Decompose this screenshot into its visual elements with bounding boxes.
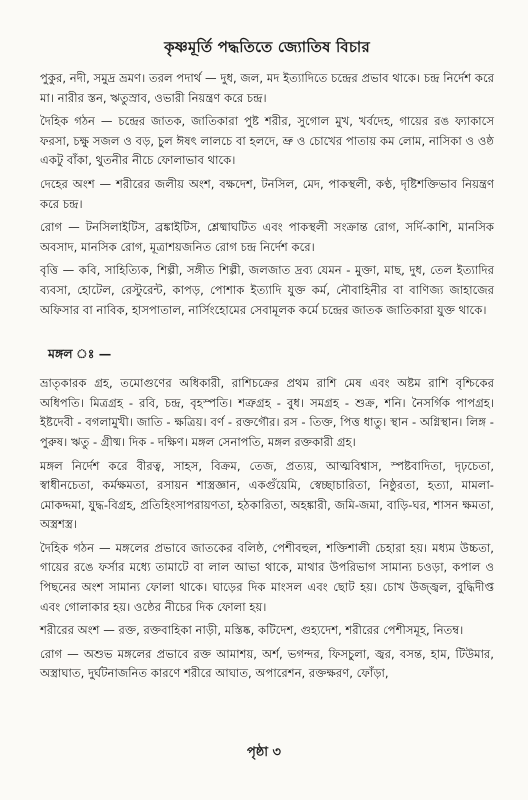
mars-heading: মঙ্গল ঃ — — [48, 346, 112, 362]
mars-paragraph-1: ভ্রাতৃকারক গ্রহ, তমোগুণের অধিকারী, রাশিচক্রের প্রথম রাশি মেষ এবং অষ্টম রাশি বৃশ্চিকের অধিপতি। মিত্রগ্রহ - রবি, চন্দ্র, বৃহস্পতি। শত্রুগ্রহ - বুধ। সমগ্রহ - শুক্র, শনি। নৈসর্গিক পাপগ্রহ। ইষ্টদেবী - বগলামুখী। জাতি - ক্ষত্রিয়। বর্ণ - রক্তগৌর। রস - তিক্ত, পিত্ত ধাতু। স্থান - অগ্নিস্থান। লিঙ্গ - পুরুষ। ঋতু - গ্রীষ্ম। দিক - দক্ষিণ। মঙ্গল সেনাপতি, মঙ্গল রক্তকারী গ্রহ। — [40, 376, 494, 449]
moon-paragraph-5: বৃত্তি — কবি, সাহিত্যিক, শিল্পী, সঙ্গীত শিল্পী, জলজাত দ্রব্য যেমন - মুক্তা, মাছ, দুধ, তেল ইত্যাদির ব্যবসা, হোটেল, রেস্টুরেন্ট, কাপড়, পোশাক ইত্যাদি যুক্ত কর্ম, নৌবাহিনীর বা বাণিজ্য জাহাজের অফিসার বা নাবিক, হাসপাতাল, নার্সিংহোমের সেবামূলক কর্মে চন্দ্রের জাতক জাতিকারা যুক্ত থাকে। — [40, 263, 494, 317]
moon-paragraph-3: দেহের অংশ — শরীরের জলীয় অংশ, বক্ষদেশ, টনসিল, মেদ, পাকস্থলী, কণ্ঠ, দৃষ্টিশক্তিভাব নিয়ন্ত্রণ করে চন্দ্র। — [40, 176, 494, 211]
moon-paragraph-4: রোগ — টনসিলাইটিস, ব্রঙ্কাইটিস, শ্লেষ্মাঘটিত এবং পাকস্থলী সংক্রান্ত রোগ, সর্দি-কাশি, মানসিক অবসাদ, মানসিক রোগ, মূত্রাশয়জনিত রোগ চন্দ্র নির্দেশ করে। — [40, 220, 494, 254]
mars-paragraph-3: দৈহিক গঠন — মঙ্গলের প্রভাবে জাতকের বলিষ্ঠ, পেশীবহুল, শক্তিশালী চেহারা হয়। মধ্যম উচ্চতা, গায়ের রঙে ফর্সার মধ্যে তামাটে বা লাল আভা থাকে, মাথার উপরিভাগ সামান্য চওড়া, কপাল ও পিছনের অংশ সামান্য ফোলা থাকে। ঘাড়ের দিক মাংসল এবং ছোট হয়। চোখ উজ্জ্বল, বুদ্ধিদীপ্ত এবং গোলাকার হয়। ওষ্ঠের নীচের দিক ফোলা হয়। — [40, 540, 494, 614]
mars-paragraph-2: মঙ্গল নির্দেশ করে বীরত্ব, সাহস, বিক্রম, তেজ, প্রত্যয়, আত্মবিশ্বাস, স্পষ্টবাদিতা, দৃঢ়চেতা, স্বাধীনচেতা, কর্মক্ষমতা, রসায়ন শাস্ত্রজ্ঞান, একগুঁয়েমি, স্বেচ্ছাচারিতা, নিষ্ঠুরতা, হত্যা, মামলা-মোকদ্দমা, যুদ্ধ-বিগ্রহ, প্রতিহিংসাপরায়ণতা, হঠকারিতা, অহঙ্কারী, জমি-জমা, বাড়ি-ঘর, শাসন ক্ষমতা, অস্ত্রশস্ত্র। — [40, 458, 494, 532]
section-gap — [40, 324, 494, 346]
mars-paragraph-4: শরীরের অংশ — রক্ত, রক্তবাহিকা নাড়ী, মস্তিষ্ক, কটিদেশ, গুহ্যদেশ, শরীরের পেশীসমূহ, নিতম্ব। — [40, 623, 464, 638]
moon-paragraph-2: দৈহিক গঠন — চন্দ্রের জাতক, জাতিকারা পুষ্ট শরীর, সুগোল মুখ, খর্বদেহ, গায়ের রঙ ফ্যাকাসে ফরসা, চক্ষু সজল ও বড়, চুল ঈষৎ লালচে বা হলদে, ভ্রু ও চোখের পাতায় কম লোম, নাসিকা ও ওষ্ঠ একটু বাঁকা, থুতনীর নীচে ফোলাভাব থাকে। — [40, 114, 494, 168]
mars-paragraph-5: রোগ — অশুভ মঙ্গলের প্রভাবে রক্ত আমাশয়, অর্শ, ভগন্দর, ফিসচুলা, জ্বর, বসন্ত, হাম, টিউমার, অস্ত্রাঘাত, দুর্ঘটনাজনিত কারণে শরীরে আঘাত, অপারেশন, রক্তক্ষরণ, ফোঁড়া, — [40, 646, 494, 681]
page-title: কৃষ্ণমূর্তি পদ্ধতিতে জ্যোতিষ বিচার — [164, 38, 370, 56]
moon-paragraph-1: পুকুর, নদী, সমুদ্র ভ্রমণ। তরল পদার্থ — দুধ, জল, মদ ইত্যাদিতে চন্দ্রের প্রভাব থাকে। চন্দ্র নির্দেশ করে মা। নারীর স্তন, ঋতুস্রাব, ওভারী নিয়ন্ত্রণ করে চন্দ্র। — [40, 71, 494, 105]
page-number: পৃষ্ঠা ৩ — [246, 745, 282, 760]
